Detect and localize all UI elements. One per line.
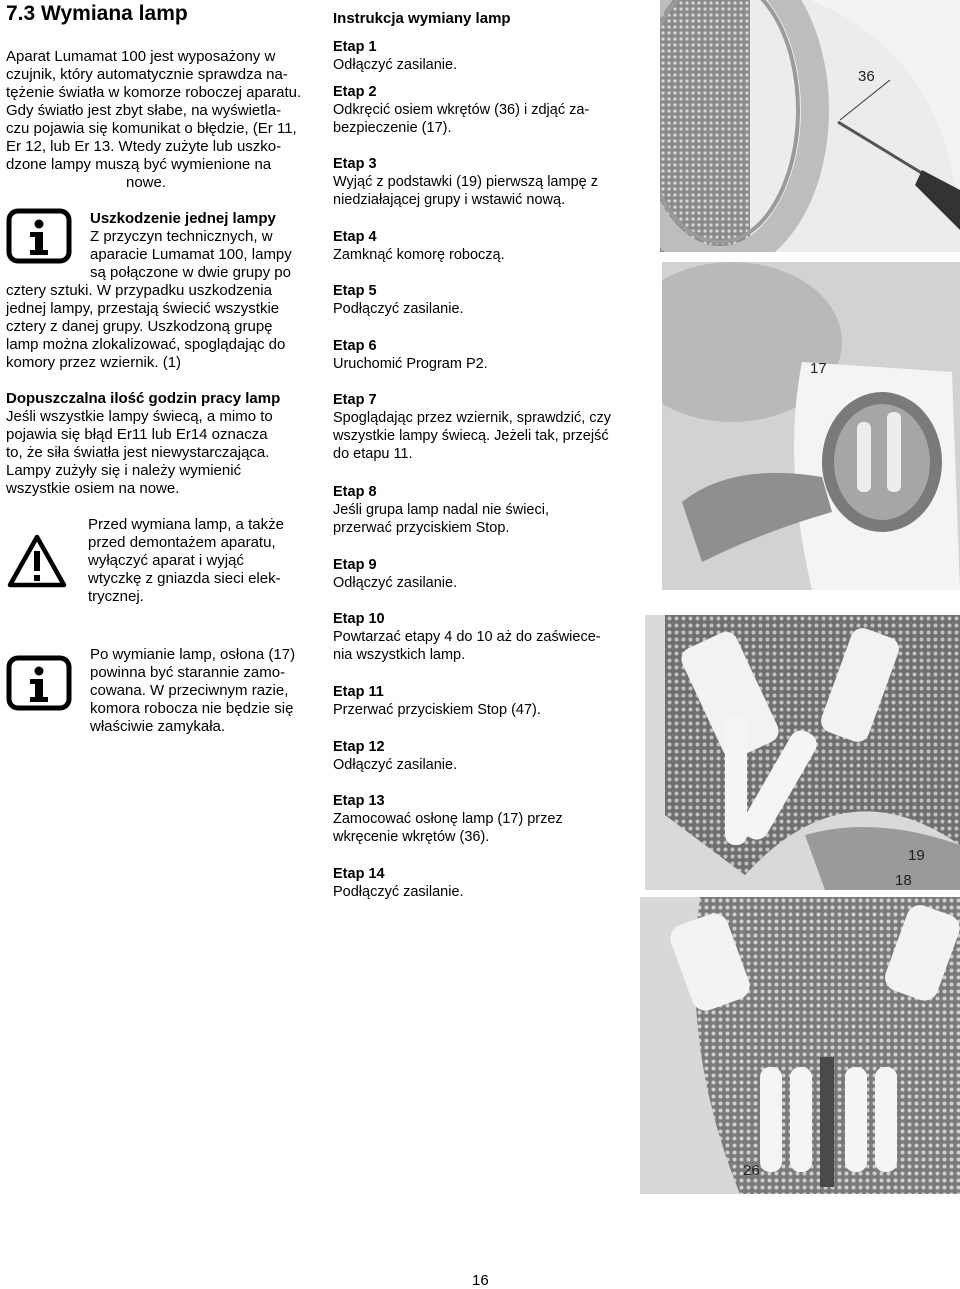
step-text: Podłączyć zasilanie. (333, 301, 464, 317)
step-label: Etap 14 (333, 866, 385, 882)
step-label: Etap 7 (333, 392, 377, 408)
step-text: wkręcenie wkrętów (36). (333, 829, 490, 845)
step-text: niedziałającej grupy i wstawić nową. (333, 192, 566, 208)
info1-line: cztery sztuki. W przypadku uszkodzenia (6, 282, 272, 299)
info2-line: komora robocza nie będzie się (90, 700, 294, 717)
step (333, 556, 633, 592)
info1-line: Z przyczyn technicznych, w (90, 228, 273, 245)
step-label: Etap 12 (333, 739, 385, 755)
intro-line: tężenie światła w komorze roboczej aparatu. (6, 84, 302, 101)
hours-body (6, 408, 273, 498)
info1-line: komory przez wziernik. (1) (6, 354, 182, 371)
info2-line: Po wymianie lamp, osłona (17) (90, 646, 296, 663)
step-text: Podłączyć zasilanie. (333, 884, 464, 900)
step-label: Etap 4 (333, 229, 377, 245)
step-label: Etap 3 (333, 156, 377, 172)
callout-36: 36 (858, 68, 875, 85)
step-label: Etap 1 (333, 39, 377, 55)
callout-17: 17 (810, 360, 827, 377)
info2-text (90, 646, 295, 736)
step (333, 610, 633, 664)
step-text: bezpieczenie (17). (333, 120, 452, 136)
warning-line: przed demontażem aparatu, (88, 534, 276, 551)
step-text: Zamknąć komorę roboczą. (333, 247, 505, 263)
info1-line: cztery z danej grupy. Uszkodzoną grupę (6, 318, 273, 335)
step (333, 483, 633, 537)
step-label: Etap 13 (333, 793, 385, 809)
info1-line: są połączone w dwie grupy po (90, 264, 291, 281)
info1-line: jednej lampy, przestają świecić wszystkie (6, 300, 280, 317)
hours-line: Jeśli wszystkie lampy świecą, a mimo to (6, 408, 273, 425)
hours-line: to, że siła światła jest niewystarczająca. (6, 444, 270, 461)
callout-26: 26 (743, 1162, 760, 1179)
page-number: 16 (472, 1272, 489, 1289)
step (333, 228, 633, 264)
step-label: Etap 10 (333, 611, 385, 627)
info1-body (6, 282, 285, 372)
step-text: Przerwać przyciskiem Stop (47). (333, 702, 541, 718)
step-text: Spoglądając przez wziernik, sprawdzić, czy (333, 410, 612, 426)
info1-title: Uszkodzenie jednej lampy (90, 210, 276, 227)
step-text: Jeśli grupa lamp nadal nie świeci, (333, 502, 549, 518)
warning-line: wtyczkę z gniazda sieci elek- (88, 570, 281, 587)
info1-indented (90, 228, 292, 282)
step-label: Etap 6 (333, 338, 377, 354)
step (333, 391, 633, 463)
intro-line: czujnik, który automatycznie sprawdza na- (6, 66, 288, 83)
step-text: Wyjąć z podstawki (19) pierwszą lampę z (333, 174, 598, 190)
step (333, 792, 633, 846)
step-label: Etap 8 (333, 484, 377, 500)
step-text: Odkręcić osiem wkrętów (36) i zdjąć za- (333, 102, 590, 118)
info2-line: cowana. W przeciwnym razie, (90, 682, 289, 699)
step (333, 683, 633, 719)
step-label: Etap 11 (333, 684, 384, 700)
step-text: Powtarzać etapy 4 do 10 aż do zaświece- (333, 629, 601, 645)
step (333, 38, 633, 74)
intro-line: Gdy światło jest zbyt słabe, na wyświetla- (6, 102, 282, 119)
warning-text (88, 516, 284, 606)
section-heading: 7.3 Wymiana lamp (6, 2, 188, 25)
step-label: Etap 2 (333, 84, 377, 100)
callout-19: 19 (908, 847, 925, 864)
step (333, 738, 633, 774)
step-text: Odłączyć zasilanie. (333, 757, 458, 773)
info1-line: aparacie Lumamat 100, lampy (90, 246, 292, 263)
intro-line: nowe. (126, 174, 167, 191)
info2-line: powinna być starannie zamo- (90, 664, 286, 681)
callout-18: 18 (895, 872, 912, 889)
intro-paragraph (6, 48, 301, 192)
photo-open-chamber (662, 262, 960, 590)
warning-line: wyłączyć aparat i wyjąć (88, 552, 244, 569)
warning-line: trycznej. (88, 588, 144, 605)
photo-door-screwdriver (660, 0, 960, 252)
photo-lamp-chamber (640, 897, 960, 1194)
step-text: Uruchomić Program P2. (333, 356, 488, 372)
step (333, 337, 633, 373)
step (333, 282, 633, 318)
step-label: Etap 5 (333, 283, 377, 299)
intro-line: dzone lampy muszą być wymienione na (6, 156, 272, 173)
hours-line: Lampy zużyły się i należy wymienić (6, 462, 242, 479)
hours-title: Dopuszczalna ilość godzin pracy lamp (6, 390, 281, 407)
warning-line: Przed wymiana lamp, a także (88, 516, 284, 533)
step-text: do etapu 11. (333, 446, 413, 462)
step-label: Etap 9 (333, 557, 377, 573)
step-text: nia wszystkich lamp. (333, 647, 466, 663)
step-text: przerwać przyciskiem Stop. (333, 520, 510, 536)
step-text: Zamocować osłonę lamp (17) przez (333, 811, 563, 827)
warning-icon (6, 533, 68, 589)
step-text: Odłączyć zasilanie. (333, 57, 458, 73)
hours-line: wszystkie osiem na nowe. (6, 480, 180, 497)
step-text: Odłączyć zasilanie. (333, 575, 458, 591)
intro-line: czu pojawia się komunikat o błędzie, (Er 11, (6, 120, 297, 137)
intro-line: Aparat Lumamat 100 jest wyposażony w (6, 48, 276, 65)
instructions-title: Instrukcja wymiany lamp (333, 10, 511, 27)
info1-line: lamp można zlokalizować, spoglądając do (6, 336, 286, 353)
intro-line: Er 12, lub Er 13. Wtedy zużyte lub uszko- (6, 138, 282, 155)
step (333, 155, 633, 209)
step (333, 83, 633, 137)
info-icon (6, 655, 72, 711)
step (333, 865, 633, 901)
info2-line: właściwie zamykała. (90, 718, 226, 735)
step-text: wszystkie lampy świecą. Jeżeli tak, przejść (333, 428, 609, 444)
hours-line: pojawia się błąd Er11 lub Er14 oznacza (6, 426, 268, 443)
info-icon (6, 208, 72, 264)
